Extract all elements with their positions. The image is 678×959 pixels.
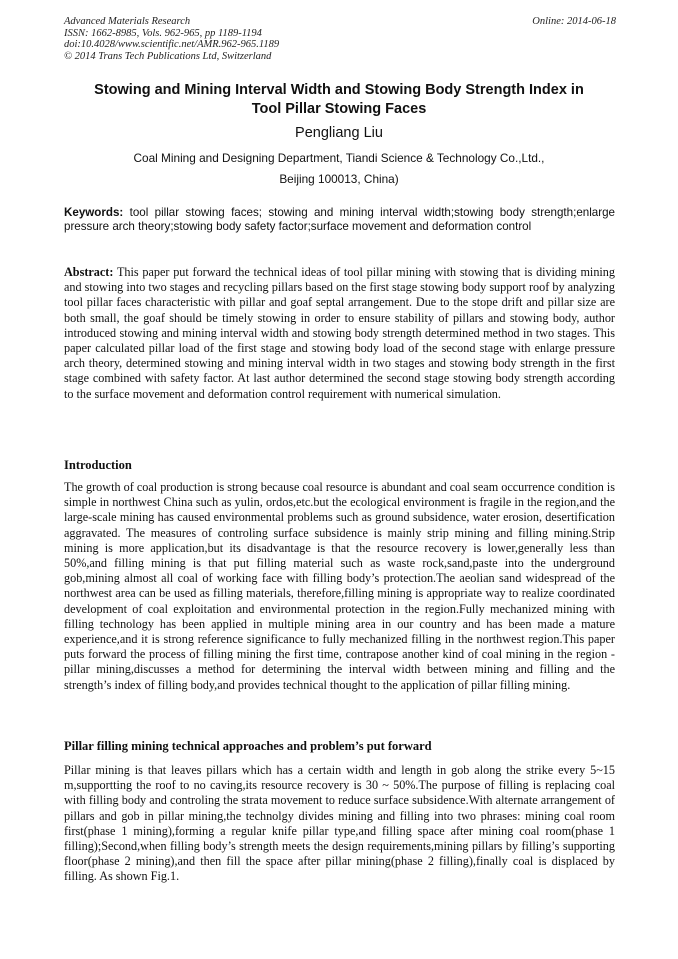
keywords-text: tool pillar stowing faces; stowing and mining interval width;stowing body strength;enlarge pressure arch theory;stowing body safety factor;surface movement and deformation control xyxy=(64,206,615,233)
doi-line: doi:10.4028/www.scientific.net/AMR.962-965.1189 xyxy=(64,39,280,50)
title-line-2: Tool Pillar Stowing Faces xyxy=(251,101,427,117)
introduction-heading: Introduction xyxy=(64,458,132,472)
affiliation xyxy=(64,148,614,190)
section2-paragraph: Pillar mining is that leaves pillars which has a certain width and length in gob along the strike every 5~15 m,supportting the roof to no caving,its resource recovery is 30 ~ 50%.The purpose of filling is replacing coal with filling body and controling the strata movement to reduce surface subsidence.With alternate arrangement of pillars and gob in pillar mining,the technolgy divides mining and filling into two phrases: mining coal room first(phase 1 mining),forming a regular knife pillar type,and filling space after mining coal room(phase 1 filling);Second,when filling body’s strength meets the design requirements,mining pillars by filling’s supporting floor(phase 2 mining),and then fill the space after pillar mining(phase 2 filling),finally coal is displaced by filling. As shown Fig.1. xyxy=(64,763,615,884)
issn-line: ISSN: 1662-8985, Vols. 962-965, pp 1189-1194 xyxy=(64,27,262,39)
introduction-paragraph: The growth of coal production is strong because coal resource is abundant and coal seam occurrence condition is simple in northwest China such as yulin, ordos,etc.but the ecological environment is fragile in the region,and the large-scale mining has caused environmental problems such as ground subsidence, water erosion, desertification aggravated. The measures of controling surface subsidence is mainly strip mining and filling mining.Strip mining is more application,but its disadvantage is that the resource recovery is lower,generally less than 50%,and filling mining is that put filling material such as waste rock,sand,paste into the underground gob,mining almost all coal of working face with filling body’s protection.The aeolian sand widespread of the northwest area can be used as filling materials, therefore,filling mining is appropriate way to realize coordinated development of coal exploitation and environmental protection in the region.Fully mechanized mining with filling technology has been applied in multiple mining area in our country and has been made a mature experience,and it is strong reference significance to fully mechanized filling in the northwest region.This paper puts forward the process of filling mining the first time, contrapose another kind of coal mining in the region -pillar mining,discusses a method for determining the interval width between mining and filling and the strength’s index of filling body,and provides technical thought to the application of pillar filling mining. xyxy=(64,480,615,692)
author-name: Pengliang Liu xyxy=(295,125,383,141)
abstract-text: This paper put forward the technical ideas of tool pillar mining with stowing that is dividing mining and stowing into two stages and recycling pillars based on the first stage stowing body support roof by analyzing tool pillar faces characteristic with pillar and goaf septal arrangement. Due to the stope drift and pillar size are both small, the goaf should be timely stowing in order to ensure stability of pillars and stowing body, author introduced stowing and mining interval width and stowing body strength determined method in two stages. This paper calculated pillar load of the first stage and stowing body load of the second stage with enlarge pressure arch theory, determined stowing and mining interval width in two stages and stowing body strength in the first stage combined with safety factor. At last author determined the second stage stowing body strength according to the surface movement and deformation control requirement with numerical simulation. xyxy=(64,265,615,401)
online-date: Online: 2014-06-18 xyxy=(532,16,616,27)
keywords-label: Keywords: xyxy=(64,206,124,219)
journal-name: Advanced Materials Research xyxy=(64,16,191,27)
paper-title xyxy=(64,81,614,119)
journal-header xyxy=(64,16,616,62)
abstract-label: Abstract: xyxy=(64,265,114,279)
abstract xyxy=(64,265,615,402)
affiliation-line-1: Coal Mining and Designing Department, Tiandi Science & Technology Co.,Ltd., xyxy=(133,151,545,165)
keywords xyxy=(64,206,615,234)
title-line-1: Stowing and Mining Interval Width and Stowing Body Strength Index in xyxy=(94,82,584,98)
copyright-line: © 2014 Trans Tech Publications Ltd, Switzerland xyxy=(64,50,272,62)
affiliation-line-2: Beijing 100013, China) xyxy=(279,172,399,186)
section2-heading: Pillar filling mining technical approaches and problem’s put forward xyxy=(64,739,432,753)
